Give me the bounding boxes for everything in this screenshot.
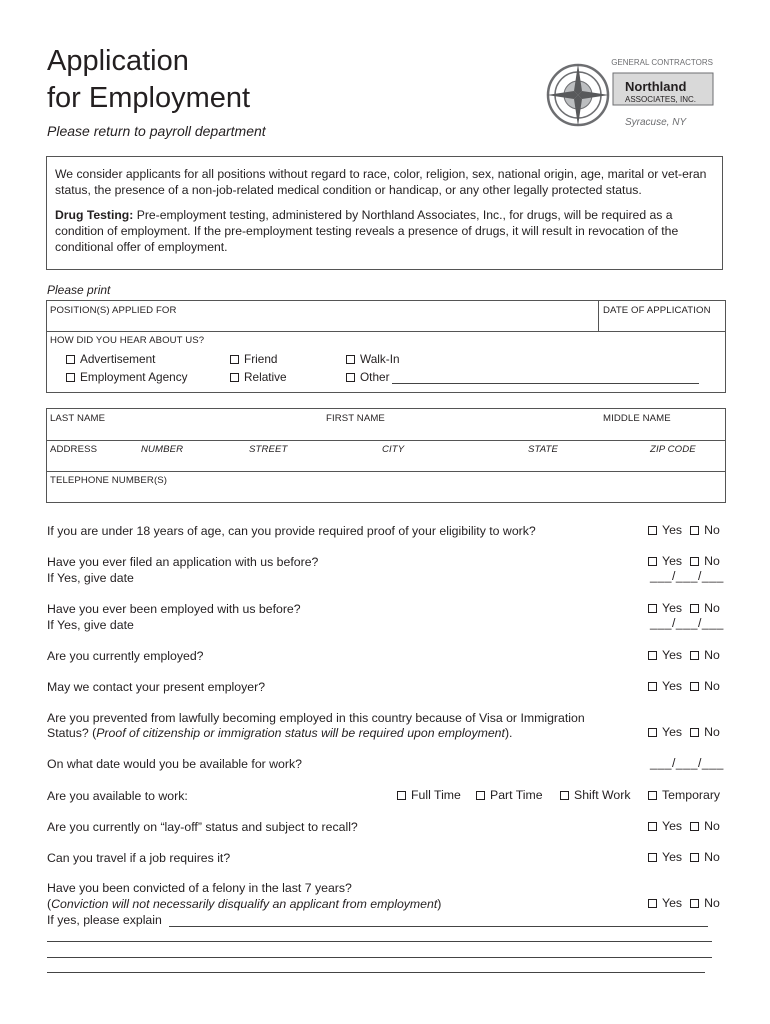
yes-checkbox[interactable] xyxy=(648,853,657,862)
option-other[interactable]: Other xyxy=(346,370,390,384)
answer-visa: Yes No xyxy=(648,725,720,739)
yes-checkbox[interactable] xyxy=(648,899,657,908)
question-visa-line-2: Status? (Proof of citizenship or immigration status will be required upon employment). xyxy=(47,726,513,740)
address-number-label: NUMBER xyxy=(141,444,184,455)
yes-checkbox[interactable] xyxy=(648,728,657,737)
answer-filed-before: Yes No xyxy=(648,554,720,568)
no-checkbox[interactable] xyxy=(690,651,699,660)
question-available-date: On what date would you be available for work? xyxy=(47,757,302,771)
no-checkbox[interactable] xyxy=(690,526,699,535)
checkbox[interactable] xyxy=(230,373,239,382)
notice-paragraph: We consider applicants for all positions without regard to race, color, religion, sex, national origin, age, marital or vet-eran status, the presence of a non-job-related medical condition or handicap, or any other legally protected status. xyxy=(55,167,707,197)
logo-location: Syracuse, NY xyxy=(625,117,687,128)
answer-under-18: Yes No xyxy=(648,523,720,537)
answer-felony: Yes No xyxy=(648,896,720,910)
no-checkbox[interactable] xyxy=(690,899,699,908)
logo-top-text: GENERAL CONTRACTORS xyxy=(611,58,713,67)
date-of-application-field[interactable]: DATE OF APPLICATION xyxy=(603,305,711,316)
position-section xyxy=(46,300,726,393)
company-logo xyxy=(545,54,725,136)
question-visa: Are you prevented from lawfully becoming employed in this country because of Visa or Immigration xyxy=(47,711,585,725)
address-field[interactable]: ADDRESS xyxy=(50,444,98,455)
yes-checkbox[interactable] xyxy=(648,682,657,691)
option-walk-in[interactable]: Walk-In xyxy=(346,352,400,366)
question-under-18: If you are under 18 years of age, can you provide required proof of your eligibility to work? xyxy=(47,524,536,538)
yes-checkbox[interactable] xyxy=(648,557,657,566)
no-checkbox[interactable] xyxy=(690,822,699,831)
no-checkbox[interactable] xyxy=(690,557,699,566)
drug-testing-paragraph xyxy=(55,207,714,255)
option-shift-work[interactable]: Shift Work xyxy=(560,788,631,802)
option-full-time[interactable]: Full Time xyxy=(397,788,461,802)
question-contact-employer: May we contact your present employer? xyxy=(47,680,266,694)
date-filed-before[interactable]: ___/___/___ xyxy=(650,569,724,583)
question-employed-before: Have you ever been employed with us before? xyxy=(47,602,301,616)
last-name-field[interactable]: LAST NAME xyxy=(50,413,106,424)
notice-box xyxy=(46,156,723,270)
telephone-field[interactable]: TELEPHONE NUMBER(S) xyxy=(50,475,168,486)
personal-info-section xyxy=(46,408,726,503)
no-checkbox[interactable] xyxy=(690,682,699,691)
answer-currently-employed: Yes No xyxy=(648,648,720,662)
question-availability: Are you available to work: xyxy=(47,789,188,803)
question-employed-before-date: If Yes, give date xyxy=(47,618,134,632)
explain-line-4[interactable] xyxy=(47,972,705,973)
checkbox[interactable] xyxy=(346,373,355,382)
date-available[interactable]: ___/___/___ xyxy=(650,756,724,770)
question-felony: Have you been convicted of a felony in the last 7 years? xyxy=(47,881,352,895)
drug-testing-text: Pre-employment testing, administered by Northland Associates, Inc., for drugs, will be required as a condition of employment. If the pre-employment testing reveals a presence of drugs, it will result in revocation of the conditional offer of employment. xyxy=(55,208,679,254)
position-applied-field[interactable]: POSITION(S) APPLIED FOR xyxy=(50,305,177,316)
answer-travel: Yes No xyxy=(648,850,720,864)
option-part-time[interactable]: Part Time xyxy=(476,788,543,802)
answer-lay-off: Yes No xyxy=(648,819,720,833)
date-employed-before[interactable]: ___/___/___ xyxy=(650,616,724,630)
checkbox[interactable] xyxy=(476,791,485,800)
middle-name-field[interactable]: MIDDLE NAME xyxy=(603,413,671,424)
option-friend[interactable]: Friend xyxy=(230,352,277,366)
address-street-label: STREET xyxy=(249,444,288,455)
option-relative[interactable]: Relative xyxy=(230,370,287,384)
please-print: Please print xyxy=(47,283,111,297)
yes-checkbox[interactable] xyxy=(648,651,657,660)
option-employment-agency[interactable]: Employment Agency xyxy=(66,370,188,384)
other-input-line[interactable] xyxy=(392,383,699,384)
checkbox[interactable] xyxy=(66,355,75,364)
logo-name: Northland xyxy=(625,79,687,94)
answer-employed-before: Yes No xyxy=(648,601,720,615)
checkbox[interactable] xyxy=(346,355,355,364)
yes-checkbox[interactable] xyxy=(648,822,657,831)
question-filed-before-date: If Yes, give date xyxy=(47,571,134,585)
hear-about-us-label: HOW DID YOU HEAR ABOUT US? xyxy=(50,335,205,346)
yes-checkbox[interactable] xyxy=(648,604,657,613)
checkbox[interactable] xyxy=(66,373,75,382)
option-temporary[interactable]: Temporary xyxy=(648,788,720,802)
title-line-1: Application xyxy=(47,45,189,77)
question-felony-explain: If yes, please explain xyxy=(47,913,162,927)
checkbox[interactable] xyxy=(648,791,657,800)
checkbox[interactable] xyxy=(230,355,239,364)
explain-line-3[interactable] xyxy=(47,957,712,958)
subtitle: Please return to payroll department xyxy=(47,123,266,139)
question-filed-before: Have you ever filed an application with us before? xyxy=(47,555,319,569)
checkbox[interactable] xyxy=(560,791,569,800)
drug-testing-label: Drug Testing: xyxy=(55,208,134,222)
answer-contact-employer: Yes No xyxy=(648,679,720,693)
explain-line-2[interactable] xyxy=(47,941,712,942)
title-line-2: for Employment xyxy=(47,82,251,114)
no-checkbox[interactable] xyxy=(690,604,699,613)
checkbox[interactable] xyxy=(397,791,406,800)
question-currently-employed: Are you currently employed? xyxy=(47,649,204,663)
explain-line-1[interactable] xyxy=(169,926,708,927)
first-name-field[interactable]: FIRST NAME xyxy=(326,413,385,424)
no-checkbox[interactable] xyxy=(690,853,699,862)
address-zip-label: ZIP CODE xyxy=(650,444,696,455)
yes-checkbox[interactable] xyxy=(648,526,657,535)
question-travel: Can you travel if a job requires it? xyxy=(47,851,231,865)
option-advertisement[interactable]: Advertisement xyxy=(66,352,155,366)
address-state-label: STATE xyxy=(528,444,558,455)
logo-sub: ASSOCIATES, INC. xyxy=(625,95,696,104)
question-felony-note: (Conviction will not necessarily disqualify an applicant from employment) xyxy=(47,897,442,911)
no-checkbox[interactable] xyxy=(690,728,699,737)
question-lay-off: Are you currently on “lay-off” status and subject to recall? xyxy=(47,820,358,834)
address-city-label: CITY xyxy=(382,444,405,455)
